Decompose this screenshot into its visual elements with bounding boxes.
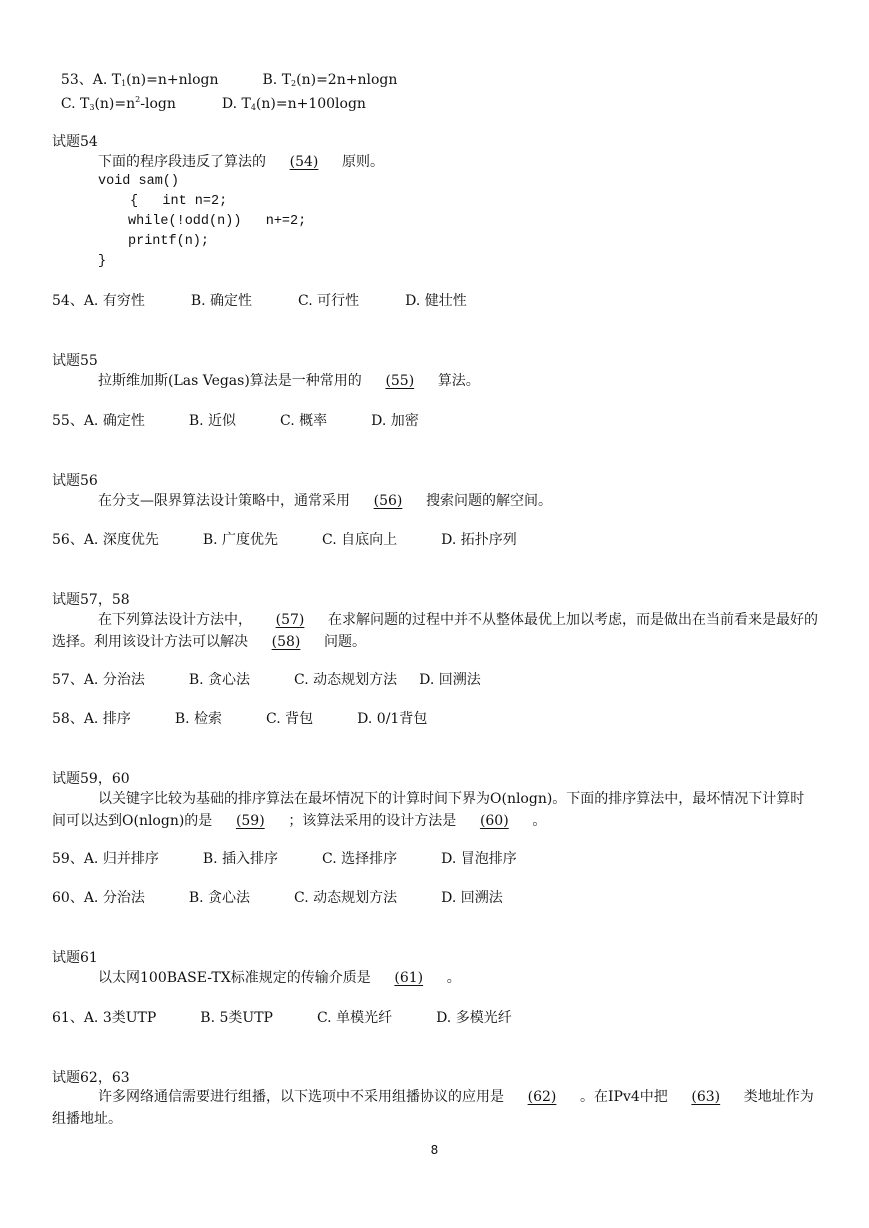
q62-63-stem: 许多网络通信需要进行组播，以下选项中不采用组播协议的应用是 (62) 。在IPv4中把 (63) 类地址作为组播地址。	[52, 1086, 818, 1130]
q58-option: D. 0/1背包	[357, 711, 428, 727]
q60-blank: (60)	[479, 813, 509, 829]
q55-title: 试题55	[52, 353, 98, 369]
q57-58-title: 试题57，58	[52, 592, 130, 608]
q55-stem: 拉斯维加斯(Las Vegas)算法是一种常用的 (55) 算法。	[98, 373, 480, 389]
q63-blank: (63)	[691, 1089, 721, 1105]
q56-stem: 在分支—限界算法设计策略中，通常采用 (56) 搜索问题的解空间。	[98, 493, 552, 509]
page-number: 8	[430, 1143, 439, 1157]
q58-options	[52, 710, 427, 728]
q54-option: B. 确定性	[190, 293, 253, 309]
q60-option: B. 贪心法	[188, 890, 251, 906]
q60-option: D. 回溯法	[441, 890, 503, 906]
q62-63-title: 试题62，63	[52, 1070, 130, 1086]
q55-option: 55、A. 确定性	[52, 413, 145, 429]
q57-58-stem: 在下列算法设计方法中， (57) 在求解问题的过程中并不从整体最优上加以考虑，而是做出在当前看来是最好的选择。利用该设计方法可以解决 (58) 问题。	[52, 609, 818, 653]
q60-options	[52, 889, 503, 907]
q54-code-line: while(!odd(n)) n+=2;	[128, 214, 307, 229]
q59-option: 59、A. 归并排序	[52, 851, 159, 867]
q55-option: D. 加密	[371, 413, 419, 429]
q59-blank: (59)	[235, 813, 265, 829]
q57-options	[52, 671, 481, 689]
q54-blank: (54)	[289, 154, 319, 170]
q54-stem: 下面的程序段违反了算法的 (54) 原则。	[98, 154, 384, 170]
q54-code-line: { int n=2;	[130, 194, 228, 209]
q58-option: 58、A. 排序	[52, 711, 131, 727]
q54-options	[52, 292, 467, 310]
q61-option: C. 单模光纤	[316, 1010, 393, 1026]
q62-blank: (62)	[527, 1089, 557, 1105]
q59-60-title: 试题59，60	[52, 771, 130, 787]
q59-option: C. 选择排序	[322, 851, 398, 867]
q55-blank: (55)	[385, 373, 415, 389]
q58-blank: (58)	[271, 634, 301, 650]
q60-option: 60、A. 分治法	[52, 890, 145, 906]
q53-option-c: C. $T_3(n)=n^2$-logn	[60, 95, 176, 112]
q53-options-row2	[52, 73, 366, 117]
q61-blank: (61)	[394, 970, 424, 986]
q61-stem: 以太网100BASE-TX标准规定的传输介质是 (61) 。	[98, 970, 461, 986]
q54-code-line: void sam()	[98, 174, 180, 189]
q58-option: B. 检索	[174, 711, 223, 727]
q61-options	[52, 1009, 512, 1027]
q59-60-stem: 以关键字比较为基础的排序算法在最坏情况下的计算时间下界为O(nlogn)。下面的排序算法中，最坏情况下计算时间可以达到O(nlogn)的是 (59) ；该算法采用的设计方法是 (60) 。	[52, 788, 818, 832]
q54-option: C. 可行性	[298, 293, 360, 309]
q57-option: C. 动态规划方法	[294, 672, 398, 688]
q54-option: D. 健壮性	[405, 293, 467, 309]
q58-option: C. 背包	[266, 711, 314, 727]
q61-option: D. 多模光纤	[436, 1010, 512, 1026]
q61-option: 61、A. 3类UTP	[52, 1010, 157, 1026]
q57-option: B. 贪心法	[188, 672, 251, 688]
q59-option: D. 冒泡排序	[441, 851, 517, 867]
q54-code-line: printf(n);	[128, 234, 210, 249]
q60-option: C. 动态规划方法	[294, 890, 398, 906]
q57-option: D. 回溯法	[419, 672, 481, 688]
q53-option-a: 53、A. $T_1(n)=n+nlogn$	[60, 72, 219, 88]
q55-option: C. 概率	[280, 413, 328, 429]
q56-blank: (56)	[373, 493, 403, 509]
q57-blank: (57)	[275, 612, 305, 628]
q56-option: 56、A. 深度优先	[52, 532, 159, 548]
q56-option: C. 自底向上	[322, 532, 398, 548]
q61-option: B. 5类UTP	[200, 1010, 273, 1026]
q56-options	[52, 531, 517, 549]
q54-code-line: }	[98, 254, 107, 269]
q59-option: B. 插入排序	[202, 851, 279, 867]
q59-options	[52, 850, 517, 868]
q57-option: 57、A. 分治法	[52, 672, 145, 688]
q53-option-b: B. $T_2(n)=2n+nlogn$	[262, 72, 398, 88]
q54-option: 54、A. 有穷性	[52, 293, 145, 309]
q56-option: B. 广度优先	[202, 532, 279, 548]
q55-option: B. 近似	[188, 413, 237, 429]
q56-option: D. 拓扑序列	[441, 532, 517, 548]
q54-title: 试题54	[52, 134, 98, 150]
q55-options	[52, 412, 419, 430]
q53-option-d: D. $T_4(n)=n+100\log n$	[221, 96, 366, 112]
q61-title: 试题61	[52, 950, 98, 966]
q56-title: 试题56	[52, 473, 98, 489]
